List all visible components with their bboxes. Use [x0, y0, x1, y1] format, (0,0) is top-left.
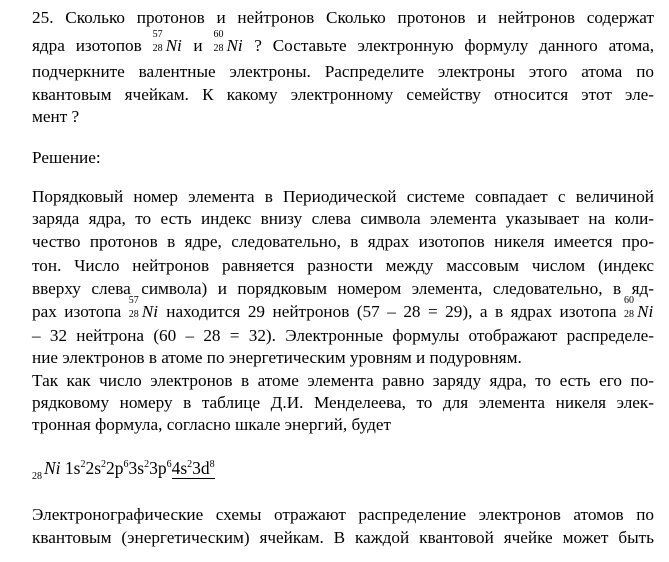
task-line-2: ядра изотопов 57 28 Ni и 60 28 Ni ? Составьте электронную формулу данного атома,: [32, 29, 655, 55]
body-line-5: вверху слева символа) и порядковым номером элемента, следовательно, в яд-: [32, 279, 654, 298]
solution-heading: Решение:: [32, 148, 101, 167]
body-line-8: ние электронов в атоме по энергетическим уровням и подуровням.: [32, 348, 522, 367]
task-text: ядра изотопов: [32, 36, 142, 55]
body-line-9: Так как число электронов в атоме элемента равно заряду ядра, то есть его по-: [32, 371, 654, 390]
electron-formula: [32, 457, 215, 483]
isotope-ni57-inline: 57 28 Ni: [128, 295, 159, 321]
task-line-1: 25. Сколько протонов и нейтронов Сколько протонов и нейтронов содержат: [32, 8, 654, 27]
formula-atomic-number: 28: [32, 471, 42, 482]
isotope-ni60-inline: 60 28 Ni: [624, 295, 654, 321]
body-line-2: заряда ядра, то есть индекс внизу слева символа элемента указывает на коли-: [32, 209, 654, 228]
isotope-ni60: 60 28 Ni: [213, 29, 243, 55]
formula-terms: $1s^22s^22p^63s^23p^64s^23d^8$: [64, 458, 215, 478]
task-line-5: мент ?: [32, 107, 80, 126]
footer-line-2: квантовым (энергетическим) ячейкам. В каждой квантовой ячейке может быть: [32, 528, 654, 547]
body-line-11: тронная формула, согласно шкале энергий, будет: [32, 415, 391, 434]
body-line-10: рядковому номеру в таблице Д.И. Менделеева, то для элемента никеля элек-: [32, 393, 654, 412]
isotope-ni57: 57 28 Ni: [152, 29, 182, 55]
task-line-3: подчеркните валентные электроны. Распределите электроны этого атома по: [32, 62, 654, 81]
valence-electrons: $4s^23d^8$: [171, 458, 215, 478]
formula-symbol: Ni: [44, 458, 61, 478]
body-line-1: Порядковый номер элемента в Периодической системе совпадает с величиной: [32, 187, 654, 206]
footer-line-1: Электронографические схемы отражают распределение электронов атомов по: [32, 505, 654, 524]
body-line-3: чество протонов в ядре, следовательно, в ядрах изотопов никеля имеется про-: [32, 232, 654, 251]
body-line-7: – 32 нейтрона (60 – 28 = 32). Электронные формулы отображают распределе-: [32, 326, 654, 345]
body-line-6: рах изотопа 57 28 Ni находится 29 нейтронов (57 – 28 = 29), а в ядрах изотопа 60 28 Ni: [32, 295, 654, 321]
task-line-4: квантовым ячейкам. К какому электронному семейству относится этот эле-: [32, 85, 654, 104]
body-line-4: тон. Число нейтронов равняется разности между массовым числом (индекс: [32, 256, 654, 275]
